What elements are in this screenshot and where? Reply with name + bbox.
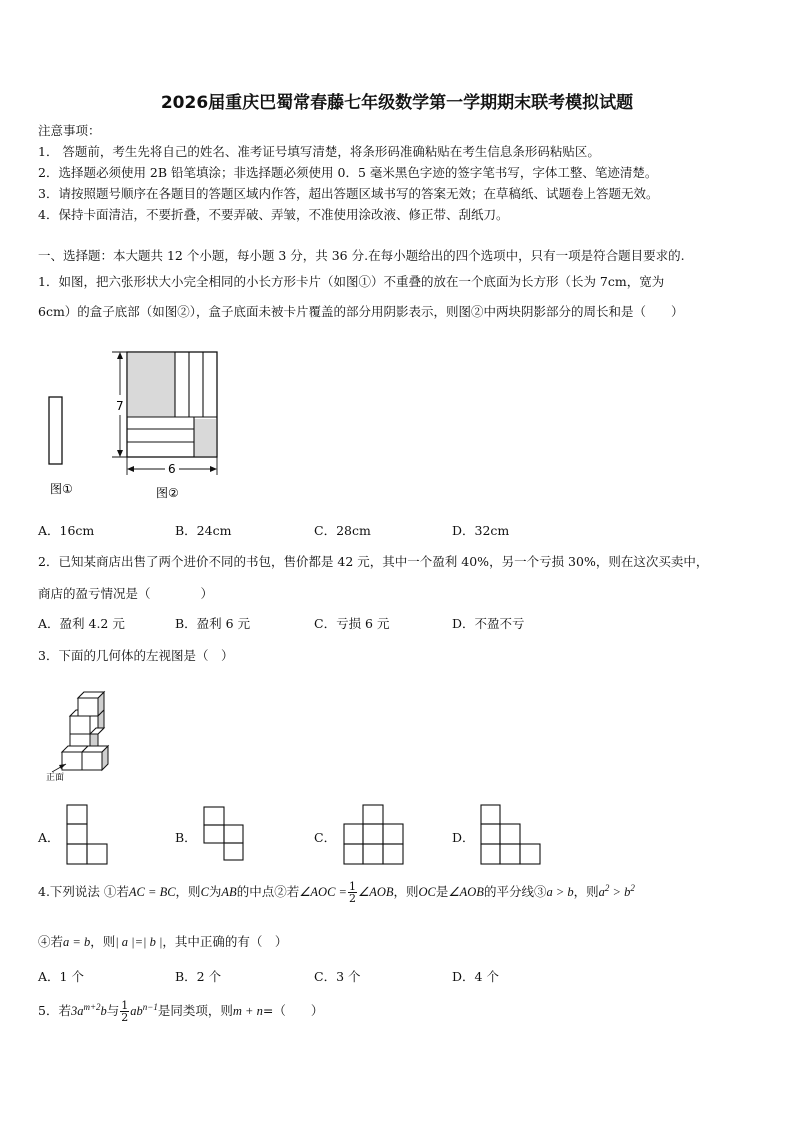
notes-heading: 注意事项：: [38, 123, 101, 138]
q2-option-d[interactable]: D．不盈不亏: [452, 616, 525, 631]
page-title: 2026届重庆巴蜀常春藤七年级数学第一学期期末联考模拟试题: [160, 93, 634, 113]
q5-fraction: $\frac{1}{2}$: [121, 999, 129, 1024]
note-item-1: 1． 答题前，考生先将自己的姓名、准考证号填写清楚，将条形码准确粘贴在考生信息条形码粘贴区。: [38, 144, 600, 159]
q1-text-line1: 1．如图，把六张形状大小完全相同的小长方形卡片（如图①）不重叠的放在一个底面为长方形（长为 7cm，宽为: [38, 274, 665, 289]
q2-text-line1: 2．已知某商店出售了两个进价不同的书包，售价都是 42 元，其中一个盈利 40%，另一个亏损 30%，则在这次买卖中，: [38, 554, 709, 569]
q1-figure: [40, 345, 240, 505]
note-item-3: 3．请按照题号顺序在各题目的答题区域内作答，超出答题区域书写的答案无效；在草稿纸、试题卷上答题无效。: [38, 186, 659, 201]
section-heading: 一、选择题：本大题共 12 个小题，每小题 3 分，共 36 分.在每小题给出的四个选项中，只有一项是符合题目要求的.: [38, 248, 685, 263]
q1-shaded-region-large: [128, 353, 175, 417]
note-item-2: 2．选择题必须使用 2B 铅笔填涂；非选择题必须使用 0．5 毫米黑色字迹的签字笔书写，字体工整、笔迹清楚。: [38, 165, 658, 180]
q2-text-line2: 商店的盈亏情况是（ ）: [38, 586, 214, 601]
q3-option-b-label[interactable]: B．: [175, 830, 197, 845]
q1-dim-height: 7: [116, 399, 124, 413]
q4-statement-line1: 4.下列说法 ①若AC = BC，则C为AB的中点②若∠AOC = $\frac{1}{2}$ ∠AOB，则OC是∠AOB的平分线③a > b，则$a^2 > b^2$: [38, 880, 635, 905]
q1-option-d[interactable]: D．32cm: [452, 523, 510, 538]
q2-option-b[interactable]: B．盈利 6 元: [175, 616, 251, 631]
q1-shaded-region-small: [194, 419, 216, 456]
q4-option-a[interactable]: A．1 个: [38, 969, 84, 984]
q3-option-b-view[interactable]: [203, 806, 245, 862]
note-item-4: 4．保持卡面清洁，不要折叠，不要弄破、弄皱，不准使用涂改液、修正带、刮纸刀。: [38, 207, 509, 222]
q1-option-a[interactable]: A．16cm: [38, 523, 95, 538]
q3-solid-figure: [40, 684, 120, 782]
q3-option-a-label[interactable]: A．: [38, 830, 60, 845]
q4-option-c[interactable]: C．3 个: [314, 969, 361, 984]
q4-fraction: $\frac{1}{2}$: [349, 880, 356, 905]
q1-card-shape: [49, 397, 62, 464]
q2-option-a[interactable]: A．盈利 4.2 元: [38, 616, 125, 631]
q3-front-label: 正面: [46, 773, 65, 782]
q5-statement: 5．若$3a^{m+2}b$与 $\frac{1}{2}$ $ab^{n-1}$是同类项，则m + n=（ ）: [38, 999, 324, 1024]
q1-option-b[interactable]: B．24cm: [175, 523, 232, 538]
q1-fig1-label: 图①: [50, 482, 73, 496]
q1-option-c[interactable]: C．28cm: [314, 523, 371, 538]
q3-option-c-view[interactable]: [343, 804, 405, 866]
q2-option-c[interactable]: C．亏损 6 元: [314, 616, 390, 631]
q4-option-b[interactable]: B．2 个: [175, 969, 222, 984]
q3-option-d-label[interactable]: D．: [452, 830, 475, 845]
q4-option-d[interactable]: D．4 个: [452, 969, 499, 984]
q1-fig2-label: 图②: [156, 486, 179, 500]
q1-dim-width: 6: [168, 462, 176, 476]
q3-option-a-view[interactable]: [66, 804, 110, 866]
q3-option-d-view[interactable]: [480, 804, 542, 866]
q3-text: 3．下面的几何体的左视图是（ ）: [38, 648, 234, 663]
q1-text-line2: 6cm）的盒子底部（如图②），盒子底面未被卡片覆盖的部分用阴影表示，则图②中两块阴影部分的周长和是（ ）: [38, 304, 684, 319]
q3-option-c-label[interactable]: C．: [314, 830, 337, 845]
q4-statement-line2: ④若a = b，则| a |=| b |，其中正确的有（ ）: [38, 934, 288, 949]
